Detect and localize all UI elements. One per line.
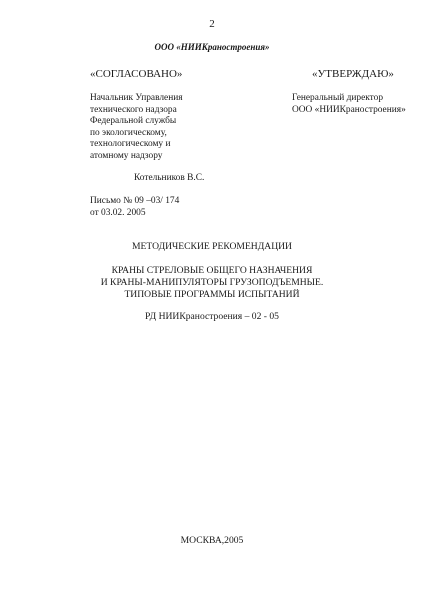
left-signer-line: технического надзора [90, 104, 177, 115]
right-signer-line: ООО «НИИКраностроения» [292, 104, 406, 115]
footer-city-year: МОСКВА,2005 [180, 535, 244, 546]
left-signer-line: технологическому и [90, 139, 171, 150]
approval-agreed-heading: «СОГЛАСОВАНО» [90, 68, 183, 80]
left-signer-line: Федеральной службы [90, 116, 177, 127]
left-signer-line: Начальник Управления [90, 93, 183, 103]
approval-approve-heading: «УТВЕРЖДАЮ» [312, 68, 394, 80]
organization-header: ООО «НИИКраностроения» [154, 42, 270, 52]
letter-number: Письмо № 09 –03/ 174 [90, 196, 180, 206]
left-signer-line: по экологическому, [90, 127, 167, 138]
left-signer-name: Котельников В.С. [134, 173, 205, 183]
page-number: 2 [209, 18, 215, 30]
right-signer-line: Генеральный директор [292, 93, 384, 103]
left-signer-line: атомному надзору [90, 150, 163, 161]
document-title-line: И КРАНЫ-МАНИПУЛЯТОРЫ ГРУЗОПОДЪЕМНЫЕ. [100, 276, 324, 288]
right-signer-position [292, 93, 406, 116]
left-signer-position [90, 93, 240, 163]
document-code: РД НИИКраностроения – 02 - 05 [145, 311, 279, 322]
document-title [0, 265, 424, 300]
document-title-line: ТИПОВЫЕ ПРОГРАММЫ ИСПЫТАНИЙ [124, 288, 300, 300]
letter-date: от 03.02. 2005 [90, 207, 146, 218]
document-title-line: КРАНЫ СТРЕЛОВЫЕ ОБЩЕГО НАЗНАЧЕНИЯ [111, 265, 313, 276]
letter-reference [90, 196, 179, 219]
document-type: МЕТОДИЧЕСКИЕ РЕКОМЕНДАЦИИ [132, 241, 292, 252]
